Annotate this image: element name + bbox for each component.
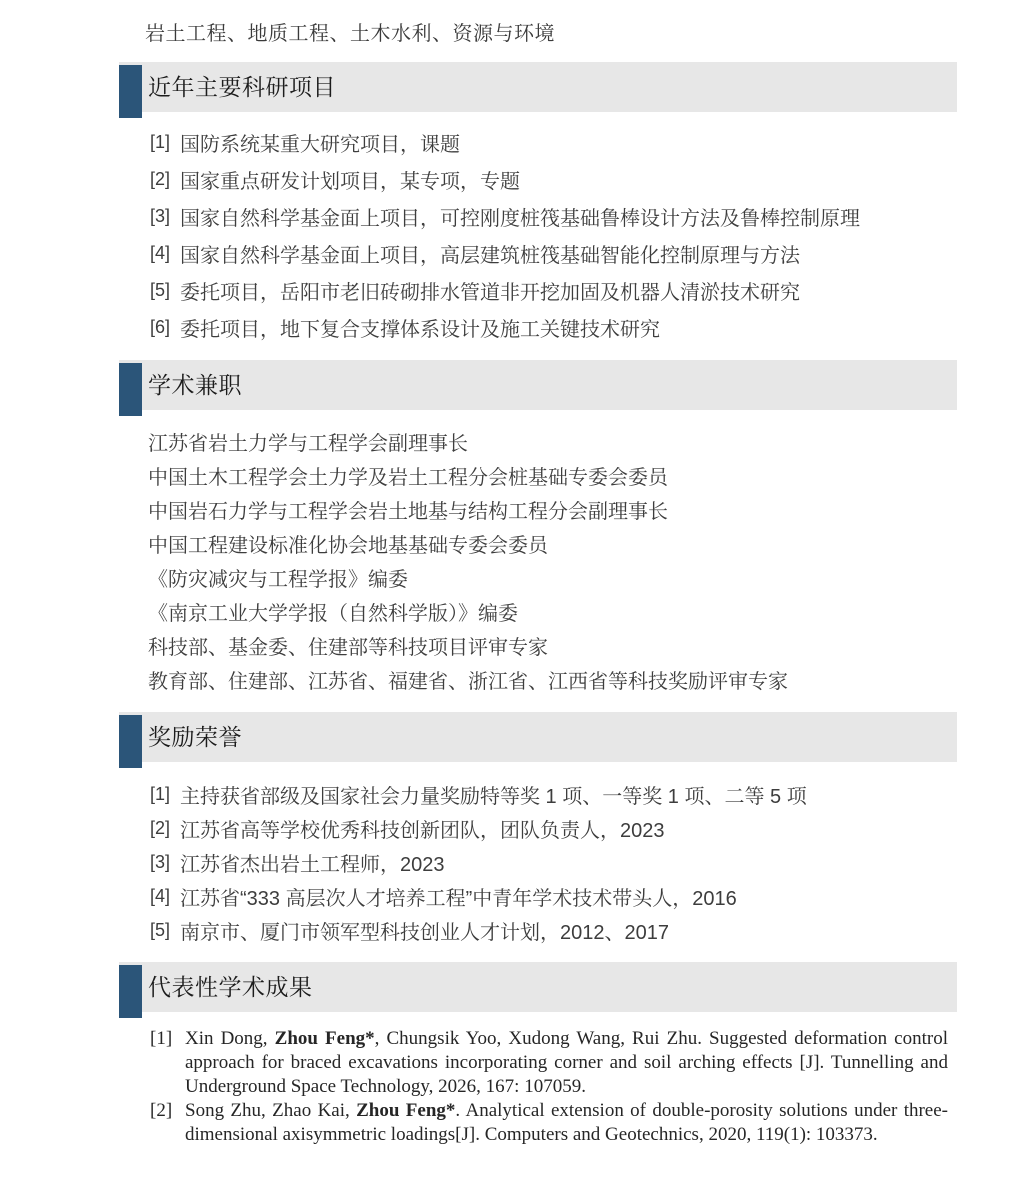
section-header-memberships <box>119 360 957 410</box>
item-number: [1] <box>150 132 171 152</box>
section-title-memberships: 学术兼职 <box>148 372 242 398</box>
membership-item: 中国工程建设标准化协会地基基础专委会委员 <box>148 534 548 557</box>
item-number: [2] <box>150 169 171 189</box>
membership-item: 中国土木工程学会土力学及岩土工程分会桩基础专委会委员 <box>148 466 668 489</box>
item-text: 江苏省高等学校优秀科技创新团队，团队负责人，2023 <box>180 819 665 842</box>
section-accent-bar <box>119 965 142 1018</box>
section-title-publications: 代表性学术成果 <box>148 974 313 1000</box>
item-number: [1] <box>150 783 171 804</box>
section-title-awards: 奖励荣誉 <box>148 724 242 750</box>
project-item <box>150 272 970 309</box>
membership-item: 中国岩石力学与工程学会岩土地基与结构工程分会副理事长 <box>148 500 668 523</box>
section-accent-bar <box>119 363 142 416</box>
projects-list <box>150 124 970 346</box>
item-text: Song Zhu, Zhao Kai, Zhou Feng*. Analytical extension of double-porosity solutions under three-dimensional axisymmetric loadings[J]. Computers and Geotechnics, 2020, 119(1): 103373. <box>185 1100 948 1145</box>
section-header-projects <box>119 62 957 112</box>
item-text: 国防系统某重大研究项目，课题 <box>180 134 460 156</box>
item-text: 江苏省“333 高层次人才培养工程”中青年学术技术带头人，2016 <box>180 887 737 910</box>
item-text: 委托项目，地下复合支撑体系设计及施工关键技术研究 <box>180 319 660 341</box>
membership-item: 教育部、住建部、江苏省、福建省、浙江省、江西省等科技奖励评审专家 <box>148 670 788 693</box>
membership-item: 《防灾减灾与工程学报》编委 <box>148 568 408 591</box>
award-item <box>150 777 970 811</box>
item-text: 国家自然科学基金面上项目，可控刚度桩筏基础鲁棒设计方法及鲁棒控制原理 <box>180 208 860 230</box>
item-number: [2] <box>150 1100 173 1121</box>
item-number: [6] <box>150 317 171 337</box>
award-item <box>150 845 970 879</box>
item-text: 委托项目，岳阳市老旧砖砌排水管道非开挖加固及机器人清淤技术研究 <box>180 282 800 304</box>
publication-item <box>150 1099 948 1147</box>
section-title-projects: 近年主要科研项目 <box>148 74 336 100</box>
research-fields-line: 岩土工程、地质工程、土木水利、资源与环境 <box>145 23 555 45</box>
item-number: [3] <box>150 851 171 872</box>
project-item <box>150 198 970 235</box>
item-number: [4] <box>150 885 171 906</box>
section-accent-bar <box>119 715 142 768</box>
membership-item: 江苏省岩土力学与工程学会副理事长 <box>148 432 468 455</box>
project-item <box>150 309 970 346</box>
item-text: 南京市、厦门市领军型科技创业人才计划，2012、2017 <box>180 921 669 944</box>
item-number: [3] <box>150 206 171 226</box>
item-number: [5] <box>150 919 171 940</box>
item-text: 国家重点研发计划项目，某专项，专题 <box>180 171 520 193</box>
item-number: [1] <box>150 1028 173 1049</box>
item-text: 江苏省杰出岩土工程师，2023 <box>180 853 445 876</box>
section-header-publications <box>119 962 957 1012</box>
memberships-list <box>148 424 968 696</box>
item-text: 主持获省部级及国家社会力量奖励特等奖 1 项、一等奖 1 项、二等 5 项 <box>180 785 807 808</box>
item-number: [4] <box>150 243 171 263</box>
item-number: [5] <box>150 280 171 300</box>
section-accent-bar <box>119 65 142 118</box>
award-item <box>150 811 970 845</box>
publication-item <box>150 1027 948 1099</box>
award-item <box>150 913 970 947</box>
project-item <box>150 124 970 161</box>
item-number: [2] <box>150 817 171 838</box>
award-item <box>150 879 970 913</box>
membership-item: 《南京工业大学学报（自然科学版）》编委 <box>148 602 518 625</box>
project-item <box>150 161 970 198</box>
item-text: 国家自然科学基金面上项目，高层建筑桩筏基础智能化控制原理与方法 <box>180 245 800 267</box>
section-header-awards <box>119 712 957 762</box>
membership-item: 科技部、基金委、住建部等科技项目评审专家 <box>148 636 548 659</box>
awards-list <box>150 777 970 947</box>
publications-list <box>150 1027 948 1147</box>
project-item <box>150 235 970 272</box>
item-text: Xin Dong, Zhou Feng*, Chungsik Yoo, Xudong Wang, Rui Zhu. Suggested deformation control approach for braced excavations incorporating corner and soil arching effects [J]. Tunnelling and Underground Space Technology, 2026, 167: 107059. <box>185 1028 948 1097</box>
